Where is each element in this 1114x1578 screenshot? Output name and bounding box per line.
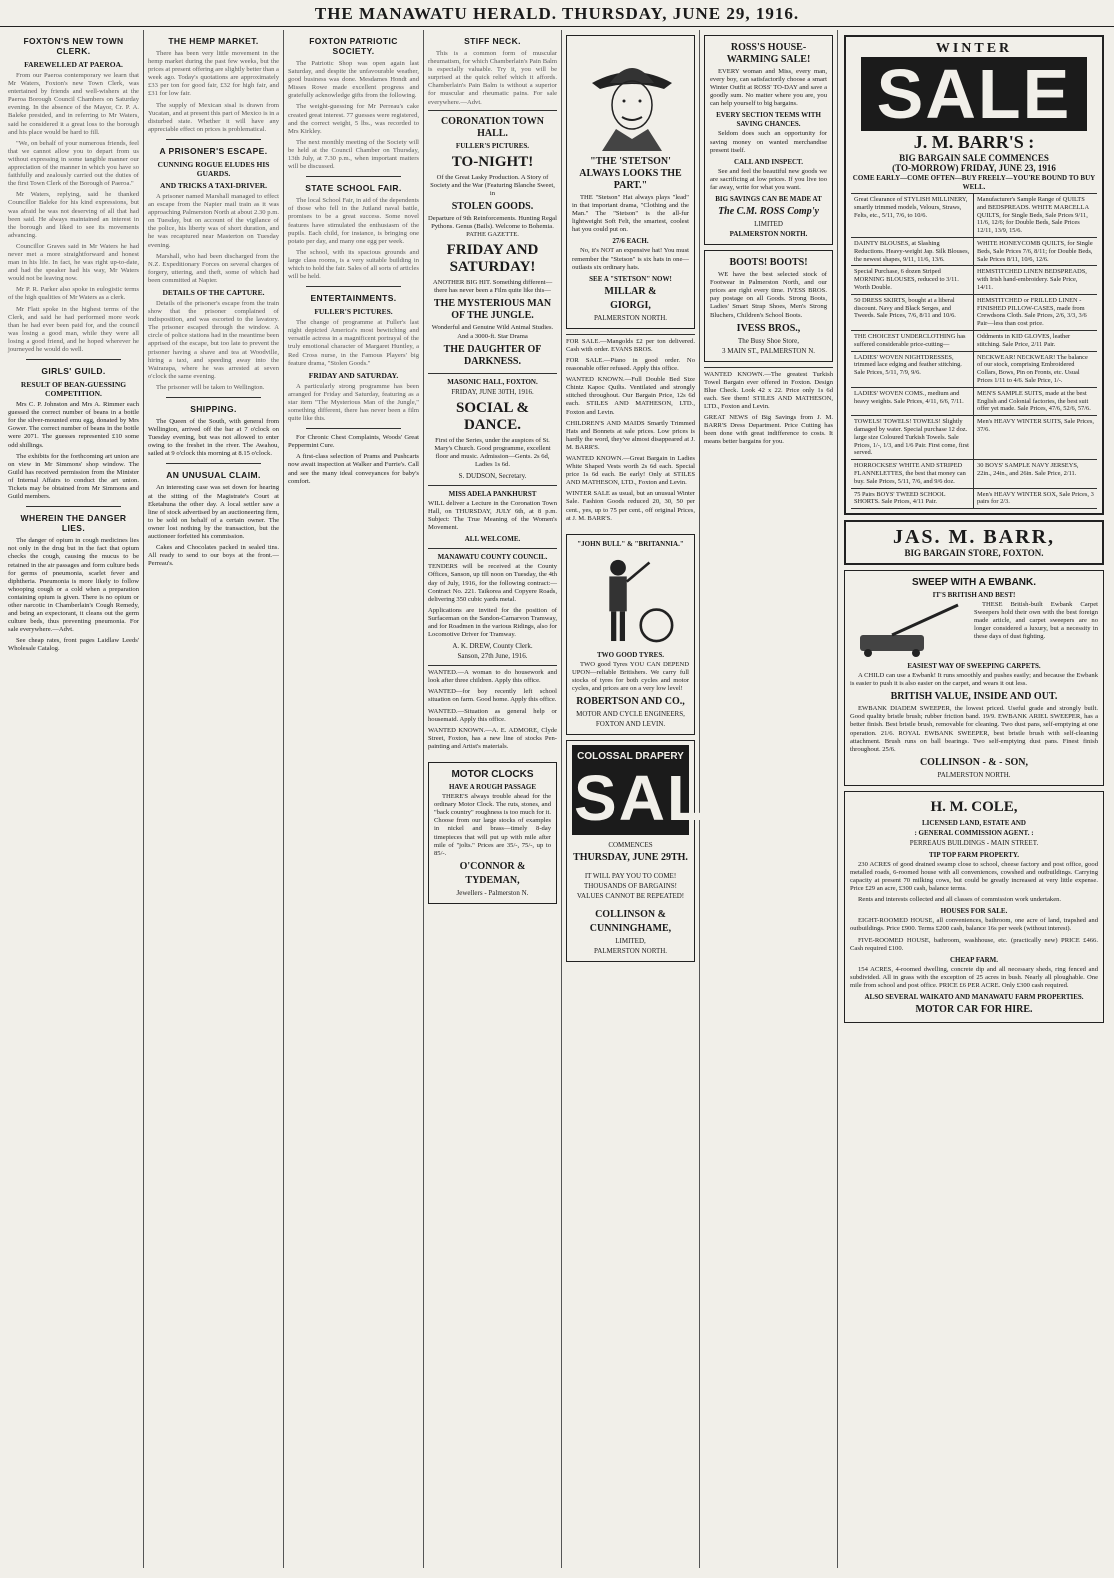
ad-signature: O'CONNOR & bbox=[459, 860, 526, 872]
column-4 bbox=[424, 30, 562, 1568]
john-bull-illustration bbox=[572, 552, 692, 648]
article-text: Cakes and Chocolates packed in sealed tins. All ready to send to our boys at the front.—Perreau's. bbox=[148, 544, 279, 568]
classified-item: WANTED—for boy recently left school situation on farm. Good home. Apply this office. bbox=[428, 688, 557, 704]
ad-cta: COME EARLY—COME OFTEN—BUY FREELY—YOU'RE BOUND TO BUY WELL. bbox=[852, 174, 1096, 191]
ad-name: H. M. COLE, bbox=[930, 798, 1018, 815]
ad-text: 230 ACRES of good drained swamp close to school, cheese factory and post office, good metalled roads, 6-roomed house with all conveniences, cowshed and outbuildings. Carrying capacity at present 70 milking cows, but could be greatly increased at very little expense. Price £29 an acre, £300 cash, balance terms. bbox=[850, 860, 1098, 893]
advertisement-masonic-hall bbox=[428, 373, 557, 485]
ad-headline: SALE bbox=[861, 57, 1087, 131]
article-text: From our Paeroa contemporary we learn that Mr Waters, Foxton's new Town Clerk, was entertained by friends and well-wishers at the Paeroa Borough Council Chambers on Saturday evening. In the absence of the Mayor, Cr. P. A. Baleke presided, and in referring to Mr Waters, said he considered it a great loss to the borough and his place would be hard to fill. bbox=[8, 72, 139, 136]
ad-subhead: TIP TOP FARM PROPERTY. bbox=[928, 850, 1020, 859]
advertisement-tyres bbox=[566, 534, 695, 735]
classified-item: GREAT NEWS of Big Savings from J. M. BARR'S Dress Department. Price Cutting has been done with great indifference to costs. It means better bargains for you. bbox=[704, 414, 833, 446]
ad-subtitle: : GENERAL COMMISSION AGENT. : bbox=[914, 828, 1034, 837]
article-text: Mr Flatt spoke in the highest terms of the Clerk, and said he had performed more work than he had ever been paid for, and the council was losing a good man, while they were all losing a good friend, and he hoped wherever he journeyed he would do well. bbox=[8, 305, 139, 353]
divider bbox=[306, 428, 401, 429]
ad-signature: IVESS BROS., bbox=[736, 322, 801, 334]
ad-title: COLOSSAL DRAPERY bbox=[577, 751, 684, 763]
ad-signature: The Busy Shoe Store, bbox=[737, 336, 800, 345]
classified-item: WANTED KNOWN.—A. E. ADMORE, Clyde Street, Foxton, has a new line of stocks Pen-painting and Artist's materials. bbox=[428, 726, 557, 750]
sale-item: Men's HEAVY WINTER SUITS, Sale Prices, 37/6. bbox=[974, 416, 1097, 460]
ad-text: COMMENCES bbox=[608, 841, 653, 850]
sale-item: Manufacturer's Sample Range of QUILTS and BEDSPREADS. WHITE MARCELLA QUILTS, for Single Beds, Sale Prices 9/11, 11/6, 12/6; for Double Beds, Sale Prices 12/11, 13/9, 15/6. bbox=[974, 194, 1097, 238]
carpet-sweeper-illustration bbox=[850, 601, 970, 661]
sale-item: 50 DRESS SKIRTS, bought at a liberal discount. Navy and Black Serges, and Tweeds. Sale Prices, 7/6, 8/11 and 10/6. bbox=[851, 295, 974, 331]
article-text: Mr Waters, replying, said he thanked Councillor Baleke for his kind expressions, but was afraid he was not deserving of all that had been said. He always maintained an interest in the borough and liked to see its movements advancing. bbox=[8, 191, 139, 239]
ad-name: JAS. M. BARR, bbox=[892, 526, 1056, 549]
article-text: The Queen of the South, with general from Wellington, arrived off the bar at 7 o'clock on Tuesday evening, but was not allowed to enter owing to the freshet in the river. The Awahou, sailed at 9 o'clock this morning at 8.15 o'clock. bbox=[148, 418, 279, 458]
classified-ads bbox=[566, 334, 695, 529]
article-headline: WHEREIN THE DANGER LIES. bbox=[20, 513, 127, 534]
classified-item: WANTED KNOWN.—Great Bargain in Ladies White Shaped Vests worth 2s 6d each. Special price 1s 6d each. Be early! Only at STILES AND MATHESON, LTD., Foxton and Levin. bbox=[566, 454, 695, 487]
ad-subtitle: HAVE A ROUGH PASSAGE bbox=[448, 783, 537, 792]
ad-title: "JOHN BULL" & "BRITANNIA." bbox=[577, 539, 684, 548]
ad-cta: SEE A "STETSON" NOW! bbox=[589, 274, 672, 283]
article-headline: STIFF NECK. bbox=[464, 36, 521, 46]
ad-text: No, it's NOT an expensive hat! You must remember the "Stetson" is six hats in one—outlasts six ordinary hats. bbox=[572, 247, 689, 271]
ad-cta: MOTOR CAR FOR HIRE. bbox=[915, 1003, 1033, 1015]
ad-signature: PALMERSTON NORTH. bbox=[593, 313, 668, 322]
ad-film-title: THE MYSTERIOUS MAN OF THE JUNGLE. bbox=[433, 298, 552, 322]
article-text: Mr P. R. Parker also spoke in eulogistic terms of the high qualities of Mr Waters as a clerk. bbox=[8, 286, 139, 302]
ad-text: THESE British-built Ewbank Carpet Sweepers hold their own with the best foreign made article, and carpet sweepers are no longer considered a luxury, but a necessity in these days of dust fighting. bbox=[974, 601, 1098, 641]
article-text: Details of the prisoner's escape from the train show that the prisoner complained of indisposition, and was escorted to the lavatory. The prisoner escaped through the window. A circle of police stations had in the meantime been apprised of the escape, but too late to prevent the prisoner having a shave and tea at Woodville, hiring a taxi, and speeding away into the Wairarapa, where he was arrested at seven o'clock the same evening. bbox=[148, 299, 279, 380]
sale-item: 75 Pairs BOYS' TWEED SCHOOL SHORTS. Sale Prices, 4/11 Pair. bbox=[851, 489, 974, 510]
ad-text: EIGHT-ROOMED HOUSE, all conveniences, bathroom, one acre of land, trapshed and outbuildings. Price £900. Terms £200 cash, balance 16s per week (without interest). bbox=[850, 917, 1098, 933]
advertisement-ross bbox=[704, 35, 833, 245]
ad-subtitle: FULLER'S PICTURES. bbox=[455, 141, 530, 150]
article-headline: A PRISONER'S ESCAPE. bbox=[159, 145, 268, 156]
ewbank-intro bbox=[850, 601, 1098, 661]
sale-item: HORROCKSES' WHITE AND STRIPED FLANNELETTES, the best that money can buy. Sale Prices, 5/11, 7/6, and 9/6 doz. bbox=[851, 460, 974, 488]
advertisement-colossal-sale bbox=[566, 740, 753, 962]
advertisement-stetson bbox=[566, 35, 695, 329]
sale-item: LADIES' WOVEN COMS., medium and heavy weights. Sale Prices, 4/11, 6/6, 7/11. bbox=[851, 388, 974, 416]
column-6 bbox=[700, 30, 838, 1568]
sale-item: THE CHOICEST UNDERCLOTHING has suffered considerable price-cutting— bbox=[851, 331, 974, 352]
ad-title: WINTER bbox=[935, 41, 1013, 56]
article-text: The next monthly meeting of the Society will be held at the Council Chamber on Thursday, 13th July, at 7.30 p.m., when important matters will be discussed. bbox=[288, 138, 419, 171]
advertisement-motor-clocks bbox=[428, 762, 557, 904]
ad-signature: COLLINSON - & - SON, bbox=[919, 756, 1029, 768]
ad-text: Of the Great Lasky Production. A Story of Society and the War (Featuring Blanche Sweet, in bbox=[430, 173, 555, 197]
column-2 bbox=[144, 30, 284, 1568]
ad-title: MISS ADELA PANKHURST bbox=[448, 489, 537, 498]
article-headline: SHIPPING. bbox=[190, 404, 237, 414]
ad-cta: BIG SAVINGS CAN BE MADE AT bbox=[715, 195, 822, 204]
ad-cta: ALL WELCOME. bbox=[464, 535, 521, 544]
article-subhead: FAREWELLED AT PAEROA. bbox=[24, 60, 123, 69]
advertisement-hm-cole bbox=[844, 791, 1104, 1023]
ad-subtitle: LICENSED LAND, ESTATE AND bbox=[922, 818, 1026, 827]
ad-text: THERE'S always trouble ahead for the ordinary Motor Clock. The ruts, stones, and "back country" roughness is too much for it. Choose from our large stocks of examples in nickel and brass—timely 8-day timepieces that will put up with mile after mile of "jolts." Prices are 35/-, 75/-, up to 85/-. bbox=[434, 793, 551, 857]
divider bbox=[166, 397, 261, 398]
article-text: The school, with its spacious grounds and large class rooms, is a very suitable building in which to hold the fair. Sales of all sorts of articles will be held. bbox=[288, 248, 419, 281]
ad-film-title: THE DAUGHTER OF DARKNESS. bbox=[443, 343, 542, 367]
ad-text: First of the Series, under the auspices of St. Mary's Church. Good programme, excellent floor and music. Admission—Gents. 2s 6d, Ladies 1s 6d. bbox=[434, 436, 551, 468]
sale-item: TOWELS! TOWELS! TOWELS! Slightly damaged by water. Special purchase 12 doz. large size Coloured Turkish Towels. Sale Prices, 1/-, 1/3, and 1/6 Pair. First come, first served. bbox=[851, 416, 974, 460]
divider bbox=[306, 286, 401, 287]
ad-subhead: BRITISH VALUE, INSIDE AND OUT. bbox=[890, 691, 1058, 703]
sale-item: WHITE HONEYCOMB QUILTS, for Single Beds, Sale Prices 7/6, 8/11; for Double Beds, Sale Prices 8/11, 10/6, 12/6. bbox=[974, 238, 1097, 266]
article-text: The local School Fair, in aid of the dependents of those who fell in the Jutland naval battle, promises to be a great success. Some novel features have stimulated the enthusiasm of the pupils. Each child, for instance, is bringing one potato per day, and many one egg per week. bbox=[288, 197, 419, 245]
ad-text: See and feel the beautiful new goods we are sacrificing at low prices. If you live too far away, write for what you want. bbox=[710, 167, 827, 191]
divider bbox=[166, 139, 261, 140]
ad-title: MANAWATU COUNTY COUNCIL. bbox=[437, 553, 548, 562]
ad-text: ALSO SEVERAL WAIKATO AND MANAWATU FARM PROPERTIES. bbox=[864, 992, 1084, 1001]
article-headline: FOXTON PATRIOTIC SOCIETY. bbox=[309, 36, 398, 56]
ad-title: BOOTS! BOOTS! bbox=[729, 257, 808, 269]
classified-item: WANTED.—Situation as general help or housemaid. Apply this office. bbox=[428, 707, 557, 723]
ad-signature: 3 MAIN ST., PALMERSTON N. bbox=[721, 346, 816, 355]
article-subhead: AND TRICKS A TAXI-DRIVER. bbox=[159, 180, 268, 190]
ad-text: TENDERS will be received at the County Offices, Sanson, up till noon on Tuesday, the 4th day of July, 1916, for the following contract:— Contract No. 221. Taikorea and Copyere Roads, delivering 350 cubic yards metal. bbox=[428, 563, 557, 603]
article-text: The Patriotic Shop was open again last Saturday, and despite the unfavourable weather, good business was done. Mesdames Hondt and Misses Rowe made excellent progress and gratefully acknowledge gifts from the following. bbox=[288, 60, 419, 100]
ad-name: J. M. BARR'S : bbox=[913, 132, 1035, 152]
article-subhead: RESULT OF BEAN-GUESSING COMPETITION. bbox=[20, 380, 127, 399]
classified-ads bbox=[428, 665, 557, 757]
column-5 bbox=[562, 30, 753, 1568]
ad-text: IT WILL PAY YOU TO COME! bbox=[584, 872, 677, 881]
masthead: THE MANAWATU HERALD. THURSDAY, JUNE 29, 1916. bbox=[0, 4, 1114, 27]
sale-item: HEMSTITCHED or FRILLED LINEN - FINISHED PILLOW-CASES, made from Crewdsons Cloth. Sale Prices, 2/6, 3/3, 3/6 Pair—less than cost price. bbox=[974, 295, 1097, 331]
ad-signature: PALMERSTON NORTH. bbox=[937, 770, 1011, 779]
divider bbox=[166, 463, 261, 464]
column-3 bbox=[284, 30, 424, 1568]
ad-text: A CHILD can use a Ewbank! It runs smoothly and pushes easily; and because the Ewbank is easier to push it is also easier on the carpet, and wears it out less. bbox=[850, 672, 1098, 688]
article-headline: THE HEMP MARKET. bbox=[168, 36, 259, 46]
ad-signature: COLLINSON & bbox=[595, 909, 666, 921]
ad-title: "THE 'STETSON' ALWAYS LOOKS THE PART." bbox=[579, 156, 682, 191]
classified-item: WINTER SALE as usual, but an unusual Winter Sale. Fashion Goods reduced 20, 30, 50 per cent., yes, up to 75 per cent., off original Prices, at J. M. BARR'S. bbox=[566, 490, 695, 522]
ad-text: WILL deliver a Lecture in the Coronation Town Hall, on THURSDAY, JULY 6th, at 8 p.m. Subject: The True Meaning of the Women's Movement. bbox=[428, 499, 557, 532]
sale-item: 30 BOYS' SAMPLE NAVY JERSEYS, 22in., 24in., and 26in. Sale Price, 2/11. bbox=[974, 460, 1097, 488]
ad-signature: A. K. DREW, County Clerk. bbox=[452, 642, 533, 651]
sale-item: MEN'S SAMPLE SUITS, made at the best English and Colonial factories, the best suit offer yet made. Sale Prices, 47/6, 52/6, 57/6. bbox=[974, 388, 1097, 416]
classified-item: FOR SALE.—Mangolds £2 per ton delivered. Cash with order. EVANS BROS. bbox=[566, 337, 695, 353]
ad-date: Sanson, 27th June, 1916. bbox=[457, 652, 528, 661]
article-text: See cheap rates, front pages Laidlaw Leeds' Wholesale Catalog. bbox=[8, 637, 139, 653]
ad-text: VALUES CANNOT BE REPEATED! bbox=[576, 892, 685, 901]
ad-signature: FOXTON AND LEVIN. bbox=[595, 720, 666, 729]
ad-signature: CUNNINGHAME, bbox=[589, 923, 672, 935]
ad-headline: FRIDAY AND SATURDAY! bbox=[446, 242, 539, 276]
sale-item: HEMSTITCHED LINEN BEDSPREADS, with Irish hand-embroidery. Sale Price, 14/11. bbox=[974, 266, 1097, 294]
ad-title: MOTOR CLOCKS bbox=[451, 769, 534, 781]
advertisement-ewbank bbox=[844, 570, 1104, 786]
article-text: The prisoner will be taken to Wellington. bbox=[156, 383, 265, 391]
article-text: For Chronic Chest Complaints, Woods' Great Peppermint Cure. bbox=[288, 434, 419, 450]
sale-item: NECKWEAR! NECKWEAR! The balance of our stock, comprising Embroidered Collars, Bows, Pin on Fronts, etc. Usual Prices 1/11 to 4/6. Sale Price, 1/-. bbox=[974, 352, 1097, 388]
article-text: An interesting case was set down for hearing at the sitting of the Magistrate's Court at Eketahuna the other day. A local settler saw a line of stock advertised by an auctioneering firm, to be sold on behalf of a certain owner. The owner lost nothing by the transaction, but the auctioneer forfeited his commission. bbox=[148, 484, 279, 541]
classified-item: CHILDREN'S AND MAIDS Smartly Trimmed Hats and Bonnets at sale prices. Low prices is hardly the word, they've almost disappeared at J. M. BARR'S. bbox=[566, 419, 695, 451]
ad-subhead: HOUSES FOR SALE. bbox=[940, 907, 1008, 916]
ad-text: Seldom does such an opportunity for saving money on wanted merchandise present itself. bbox=[710, 130, 827, 154]
ad-title: CORONATION TOWN HALL. bbox=[440, 115, 545, 139]
ad-signature: MILLAR & bbox=[604, 285, 657, 297]
ad-signature: MOTOR AND CYCLE ENGINEERS, bbox=[576, 710, 685, 719]
ad-text: Departure of 9th Reinforcements. Hunting Regal Pythons. Genus (Bails). Welcome to Bohemia. PATHE GAZETTE. bbox=[428, 214, 557, 239]
column-7 bbox=[838, 30, 1110, 1568]
article-text: The change of programme at Fuller's last night depicted America's most bewitching and versatile actress in a magnificent portrayal of the truly emotional character of Margaret Huntley, a Red Cross nurse, in the Famous Players' big feature drama, "Stolen Goods." bbox=[288, 319, 419, 367]
classified-item: WANTED KNOWN.—The greatest Turkish Towel Bargain ever offered in Foxton. Design Blue Check. Look 42 x 22. Price only 1s 6d each. See them! STILES AND MATHESON, LTD., Foxton and Levin. bbox=[704, 370, 833, 410]
ad-text: THE "Stetson" Hat always plays "lead" in that important drama, "Clothing and the Man." The "Stetson" is the all-fur lightweight Soft Felt, the smartest, coolest hat you could put on. bbox=[572, 194, 689, 234]
ad-text: Rents and interests collected and all classes of commission work undertaken. bbox=[858, 896, 1062, 904]
ad-subtitle: IT'S BRITISH AND BEST! bbox=[932, 591, 1016, 600]
advertisement-boots bbox=[704, 250, 833, 362]
article-text: A particularly strong programme has been arranged for Friday and Saturday, featuring as a star item "The Mysterious Man of the Jungle," something different, there has never been a film quite like this. bbox=[288, 382, 419, 423]
ross-logo: The C.M. ROSS Comp'y bbox=[718, 206, 819, 218]
ad-text: Wonderful and Genuine Wild Animal Studies. And a 3000-ft. Star Drama bbox=[431, 324, 554, 340]
classified-ads bbox=[704, 367, 833, 453]
ad-title: SWEEP WITH A EWBANK. bbox=[911, 577, 1037, 589]
ad-subtitle: CALL AND INSPECT. bbox=[734, 157, 803, 166]
classified-item: FOR SALE.—Piano in good order. No reasonable offer refused. Apply this office. bbox=[566, 356, 695, 373]
ad-date: THURSDAY, JUNE 29TH. bbox=[573, 852, 688, 864]
ad-headline: SOCIAL & DANCE. bbox=[456, 399, 529, 433]
sale-item: LADIES' WOVEN NIGHTDRESSES, trimmed lace edging and feather stitching. Sale Prices, 5/11, 7/9, 9/6. bbox=[851, 352, 974, 388]
article-subhead: FRIDAY AND SATURDAY. bbox=[308, 370, 399, 380]
divider bbox=[26, 359, 121, 360]
ad-subhead: CHEAP FARM. bbox=[949, 955, 999, 964]
ad-title: ROSS'S HOUSE-WARMING SALE! bbox=[726, 42, 811, 65]
ad-signature: GIORGI, bbox=[610, 299, 651, 311]
article-subhead: DETAILS OF THE CAPTURE. bbox=[162, 287, 265, 297]
article-subhead: CUNNING ROGUE ELUDES HIS GUARDS. bbox=[157, 159, 270, 178]
ad-signature: ROBERTSON AND CO., bbox=[576, 696, 685, 708]
ad-film-title: STOLEN GOODS. bbox=[451, 200, 534, 212]
divider bbox=[306, 176, 401, 177]
advertisement-jas-barr bbox=[844, 520, 1104, 565]
ad-date: (TO-MORROW) FRIDAY, JUNE 23, 1916 bbox=[892, 163, 1056, 173]
ad-headline: SALE bbox=[574, 762, 753, 835]
sale-item: Special Purchase, 6 dozen Striped MORNING BLOUSES, reduced to 3/11. Worth Double. bbox=[851, 266, 974, 294]
ad-signature: S. DUDSON, Secretary. bbox=[458, 471, 527, 480]
ad-signature: LIMITED bbox=[754, 220, 783, 229]
advertisement-barr-winter-sale bbox=[844, 35, 1104, 515]
sale-item: DAINTY BLOUSES, at Slashing Reductions. Heavy-weight Jap. Silk Blouses, the newest shapes, 9/11, 11/6, 13/6. bbox=[851, 238, 974, 266]
article-text: A first-class selection of Prams and Pushcarts now await inspection at Walker and Furrie's. Call and see the many ideal conveyances for baby's comfort. bbox=[288, 453, 419, 485]
ad-text: EWBANK DIADEM SWEEPER, the lowest priced. Useful grade and strongly built. Good quality bristle brush; rubber friction band. 19/9. EWBANK ARIEL SWEEPER, has a better finish. Best bristle brush, removable for cleaning. Two dust pans, self-emptying at one operation. 21/6. ROYAL EWBANK SWEEPER, best bristle brush with self-cleaning attachment. Brush runs on ball bearings. Two self-emptying dust pans. Finest finish throughout. 25/6. bbox=[850, 705, 1098, 753]
article-headline: STATE SCHOOL FAIR. bbox=[305, 183, 402, 194]
article-text: "We, on behalf of your numerous friends, feel that we cannot allow you to depart from us without expressing in some tangible manner our appreciation of the manner in which you have so faithfully and zealously carried out the duties of the first Town Clerk of the Borough of Paeroa." bbox=[8, 139, 139, 188]
divider bbox=[26, 506, 121, 507]
sale-item: Oddments in KID GLOVES, leather stitching. Sale Price, 2/11 Pair. bbox=[974, 331, 1097, 352]
article-text: A prisoner named Marshall managed to effect an escape from the Napier mail train as it was approaching Palmerston North at about 2.30 p.m. on Tuesday, but on account of the vigilance of the police, his liberty was of short duration, and he was recaptured near Masterton on Tuesday evening. bbox=[148, 192, 279, 249]
ad-subtitle: TWO GOOD TYRES. bbox=[597, 650, 664, 659]
article-text: The supply of Mexican sisal is drawn from Yucatan, and at present this part of Mexico is in a disturbed state. Whether it will have any appreciable effect on prices is problematical. bbox=[148, 101, 279, 133]
article-text: Marshall, who had been discharged from the N.Z. Expeditionary Forces on several charges of forgery, uttering, and theft, some of which had been committed at Napier. bbox=[148, 252, 279, 284]
ad-signature: TYDEMAN, bbox=[465, 874, 520, 886]
article-text: The danger of opium in cough medicines lies not only in the drug but in the fact that opium checks the cough, causing the mucus to be retained in the air passages and form culture beds for germs of pneumonia, scarlet fever and diphtheria. Pneumonia is more likely to follow whooping cough or a cold when a preparation containing opium is given. There is no opium or other narcotic in Chamberlain's Cough Remedy, and being an expectorant, it cleans out the germ culture beds, thus preventing pneumonia. For sale everywhere.—Advt. bbox=[8, 537, 139, 634]
sale-item: Men's HEAVY WINTER SOX, Sale Prices, 3 pairs for 2/3. bbox=[974, 489, 1097, 510]
ad-subhead: EASIEST WAY OF SWEEPING CARPETS. bbox=[907, 662, 1041, 671]
article-text: The exhibits for the forthcoming art union are on view in Mr Simmons' shop window. The Guild has received permission from the Minister of Internal Affairs to conduct the art union. Tickets may be obtained from Mr Simmons and Guild members. bbox=[8, 452, 139, 501]
sale-item: Great Clearance of STYLISH MILLINERY, smartly trimmed models, Velours, Straws, Felts, etc., 5/11, 7/6, to 10/6. bbox=[851, 194, 974, 238]
article-headline: FOXTON'S NEW TOWN CLERK. bbox=[23, 36, 124, 56]
sale-banner bbox=[572, 745, 753, 835]
sale-items-grid bbox=[851, 193, 1097, 509]
article-text: Mrs C. P. Johnston and Mrs A. Rimmer each guessed the correct number of beans in a bottle for the silver-mounted emu egg, donated by Mrs Gower. The correct number of beans in the bottle were 2071. The guesses represented £10 some odd shillings. bbox=[8, 401, 139, 449]
classified-item: WANTED KNOWN.—Full Double Bed Size Chintz Kapoc Quilts. Ventilated and strongly stitched throughout. Our Bargain Price, 12s 6d each. STILES AND MATHESON, LTD., Foxton and Levin. bbox=[566, 376, 695, 416]
ad-text: EVERY woman and Miss, every man, every boy, can satisfactorily choose a smart Winter Outfit at ROSS' TO-DAY and save a goodly sum. No matter where you are, you can help yourself to big bargains. bbox=[710, 68, 827, 108]
article-headline: AN UNUSUAL CLAIM. bbox=[166, 470, 261, 481]
ad-text: FIVE-ROOMED HOUSE, bathroom, washhouse, etc. (practically new) PRICE £466. Cash required £100. bbox=[850, 936, 1098, 952]
ad-subtitle: BIG BARGAIN STORE, FOXTON. bbox=[904, 548, 1044, 559]
article-text: The weight-guessing for Mr Perreau's cake created great interest. 77 guesses were registered, and the correct weight, 5 lbs., was recorded to Mrs Kirkley. bbox=[288, 103, 419, 135]
ad-signature: LIMITED, bbox=[615, 937, 646, 946]
ad-subtitle: PERREAUS BUILDINGS - MAIN STREET. bbox=[909, 838, 1039, 847]
ad-text: THOUSANDS OF BARGAINS! bbox=[584, 882, 677, 891]
ad-text: ANOTHER BIG HIT. Something different—there has never been a Film quite like this— bbox=[432, 279, 553, 295]
article-headline: GIRLS' GUILD. bbox=[41, 366, 106, 377]
advertisement-lecture bbox=[428, 485, 557, 548]
article-text: There has been very little movement in the hemp market during the past few weeks, but the prices at present offering are slightly better than a week ago. Today's quotations are approximately £33 per ton for good fair, £32 for high fair, and £31 for low fair. bbox=[148, 50, 279, 98]
advertisement-county-council bbox=[428, 548, 557, 665]
ad-signature: PALMERSTON NORTH. bbox=[729, 230, 808, 239]
ad-price: 27/6 EACH. bbox=[612, 237, 649, 246]
ad-text: 154 ACRES, 4-roomed dwelling, concrete dip and all necessary sheds, ring fenced and subdivided. All in grass with the exception of 25 acres in bush. Nearly all ploughable. One mile from school and post office. PRICE £6 PER ACRE. Only £300 cash required. bbox=[850, 965, 1098, 989]
column-1 bbox=[4, 30, 144, 1568]
classified-item: WANTED.—A woman to do housework and look after three children. Apply this office. bbox=[428, 669, 557, 685]
article-subhead: FULLER'S PICTURES. bbox=[314, 307, 393, 317]
ad-date: FRIDAY, JUNE 30TH, 1916. bbox=[451, 387, 534, 396]
ad-signature: PALMERSTON NORTH. bbox=[593, 947, 668, 956]
ad-signature: Jewellers - Palmerston N. bbox=[456, 888, 529, 897]
ad-subtitle: EVERY SECTION TEEMS WITH SAVING CHANCES. bbox=[716, 111, 821, 129]
ad-title: MASONIC HALL, FOXTON. bbox=[447, 377, 538, 386]
article-text: This is a common form of muscular rheumatism, for which Chamberlain's Pain Balm is especially valuable. Try it, you will be surprised at the quick relief which it affords. Chamberlain's Pain Balm is without a superior for muscular and rheumatic pains. For sale everywhere.—Advt. bbox=[428, 50, 557, 106]
article-headline: ENTERTAINMENTS. bbox=[310, 293, 397, 304]
article-text: Councillor Graves said in Mr Waters he had never met a more straightforward and honest man in his life. In fact, he was right up-to-date, and had the speaker had his way, Mr Waters would not be leaving now. bbox=[8, 242, 139, 283]
advertisement-coronation-hall bbox=[428, 110, 557, 373]
ad-text: WE have the best selected stock of Footwear in Palmerston North, and our prices are right every time. IVESS BROS. pay postage on all Goods. Strong Boots, Ladies' Smart Strap Shoes, Men's Strong Bluchers, Children's School Boots. bbox=[710, 271, 827, 319]
man-in-hat-illustration bbox=[572, 43, 692, 153]
ad-subtitle: BIG BARGAIN SALE COMMENCES bbox=[899, 153, 1049, 163]
ad-headline: TO-NIGHT! bbox=[451, 153, 534, 170]
ad-text: TWO good Tyres YOU CAN DEPEND UPON—reliable Britishers. We carry full stocks of tyres for both cycles and motor cycles, and prices are on a very low level! bbox=[572, 660, 689, 692]
ad-text: Applications are invited for the position of Surfaceman on the Sandon-Carnarvon Tramway, and for Roadmen in the various Ridings, also for Locomotive Driver for Tramway. bbox=[428, 606, 557, 639]
